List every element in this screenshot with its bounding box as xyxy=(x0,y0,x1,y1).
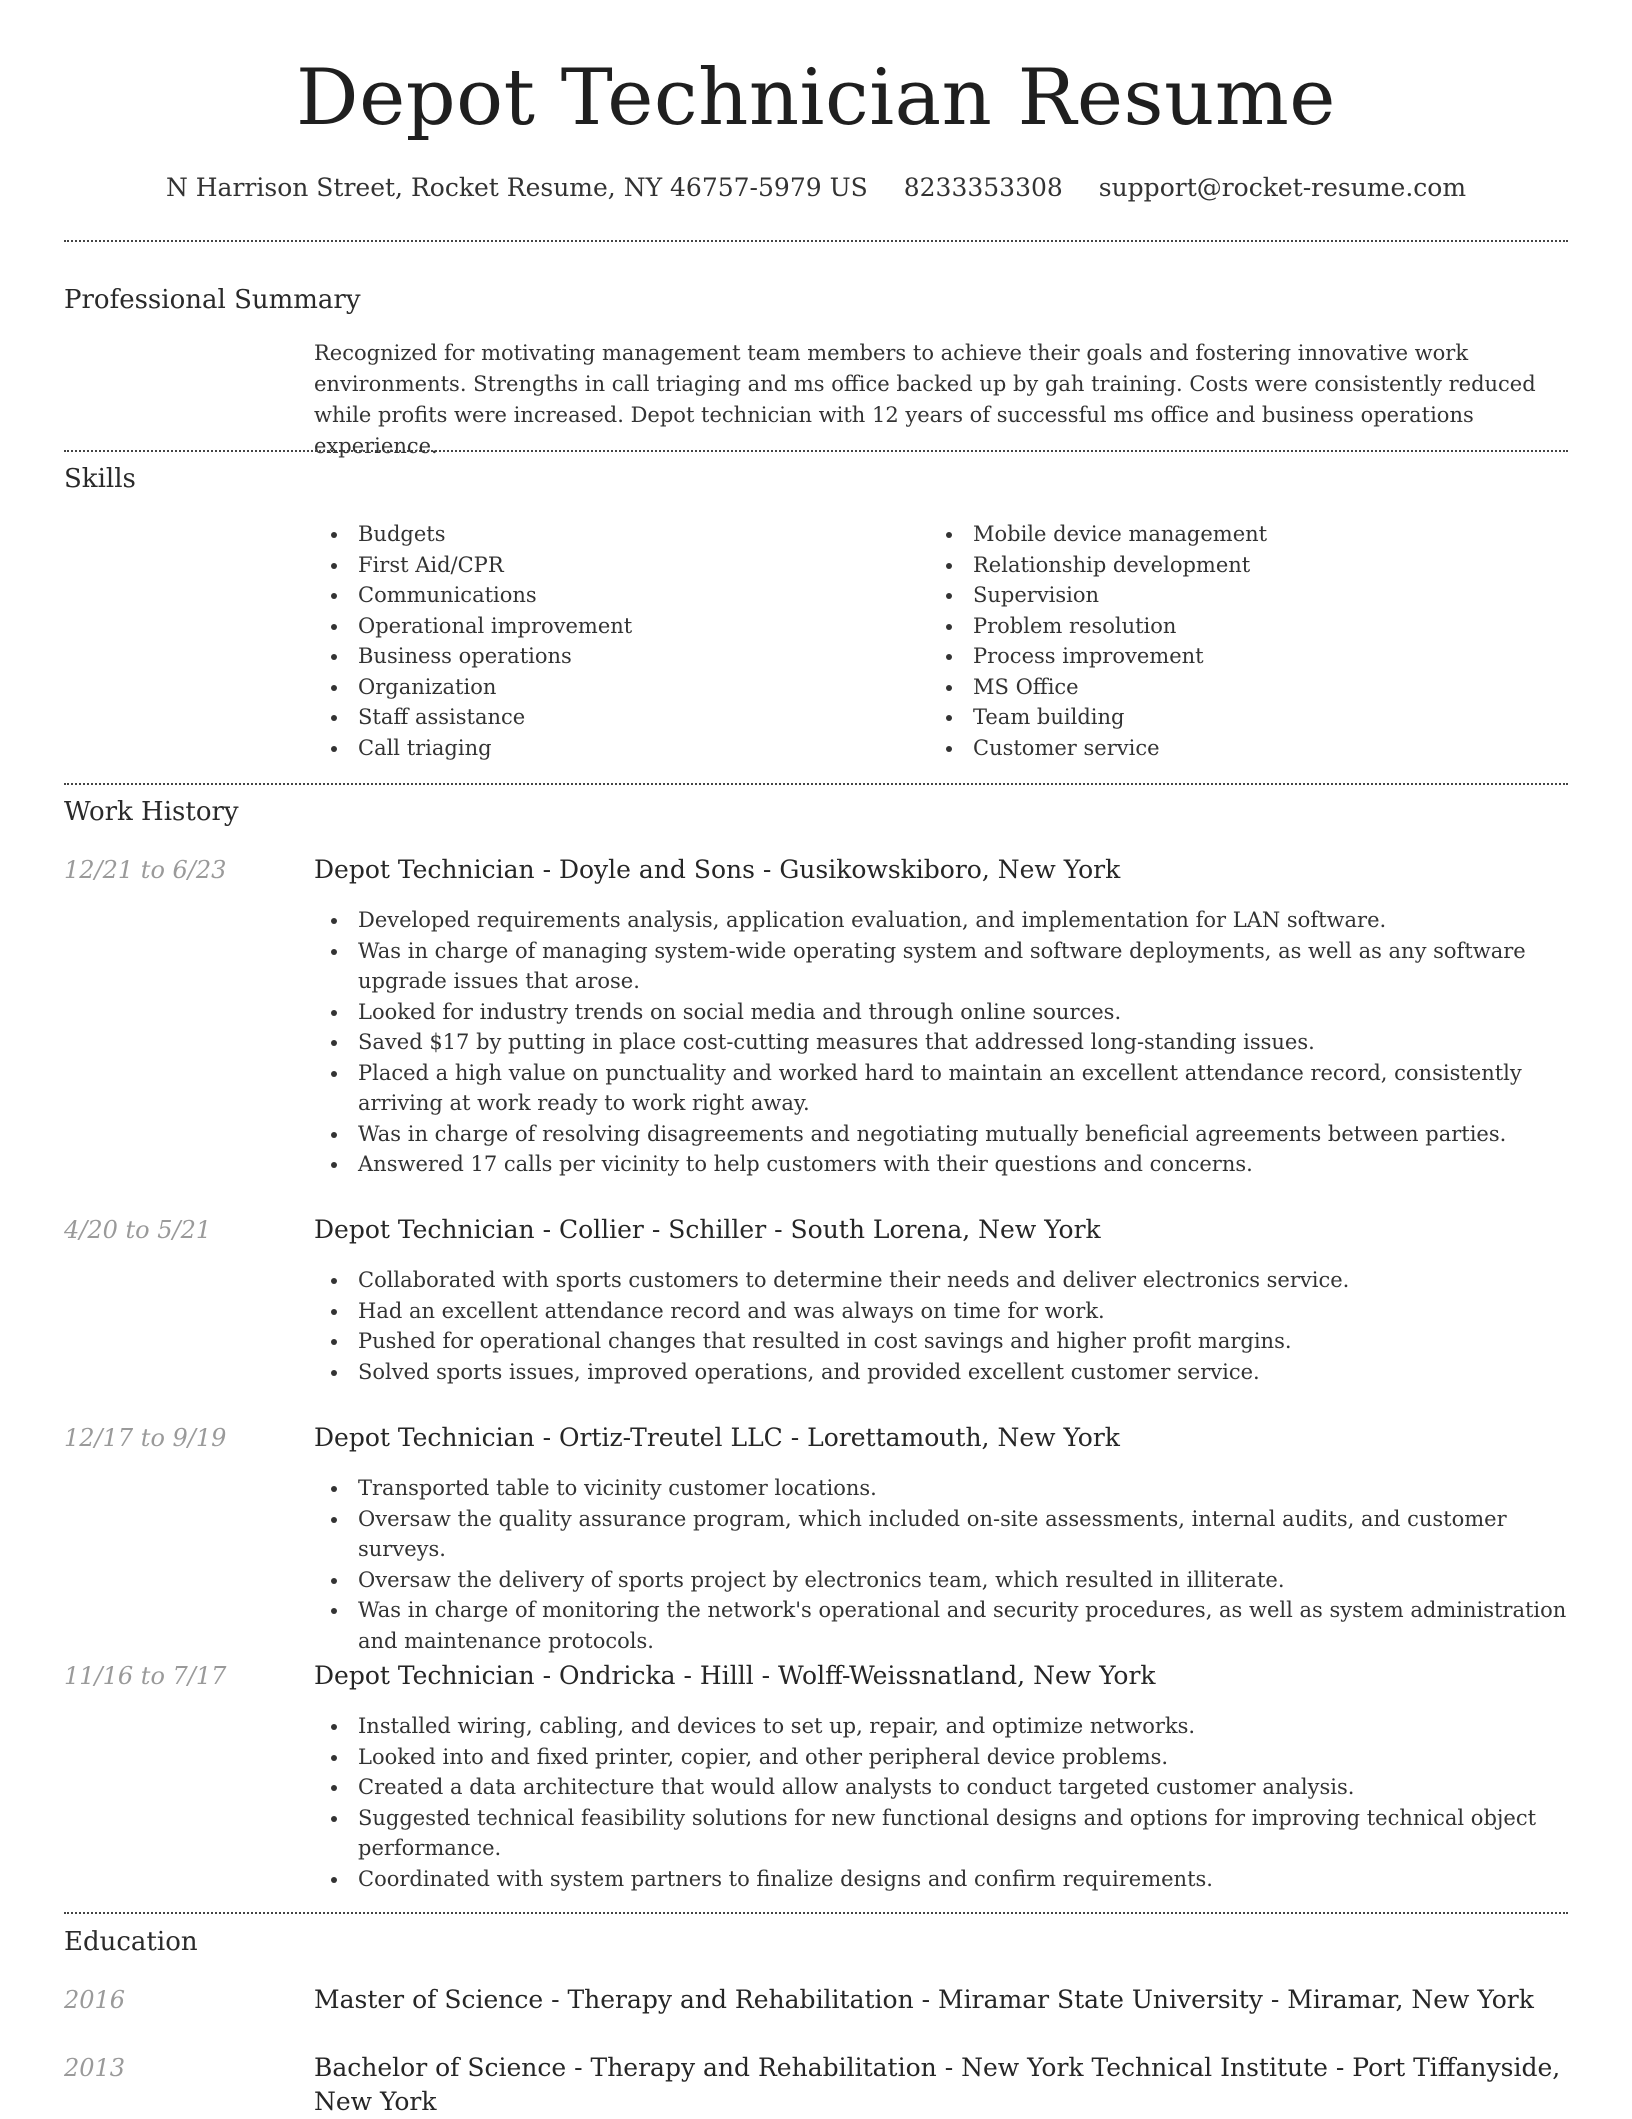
job-bullet: Looked into and fixed printer, copier, and other peripheral device problems. xyxy=(314,1742,1568,1773)
skill-item: Relationship development xyxy=(929,550,1559,581)
contact-address: N Harrison Street, Rocket Resume, NY 46757-5979 US xyxy=(165,173,868,202)
job-bullet: Was in charge of managing system-wide operating system and software deployments, as well as any software upgrade issues that arose. xyxy=(314,936,1568,997)
job-bullet: Transported table to vicinity customer locations. xyxy=(314,1473,1568,1504)
divider xyxy=(64,450,1568,452)
summary-text: Recognized for motivating management team members to achieve their goals and fostering innovative work environments. Strengths in call triaging and ms office backed up by gah training. Costs were consistently reduced while profits were increased. Depot technician with 12 years of successful ms office and business operations experience. xyxy=(314,341,1536,458)
skill-item: MS Office xyxy=(929,672,1559,703)
job-bullet: Suggested technical feasibility solutions for new functional designs and options for improving technical object performance. xyxy=(314,1803,1568,1864)
job-title: Depot Technician - Ortiz-Treutel LLC - Lorettamouth, New York xyxy=(314,1423,1120,1452)
job-bullets xyxy=(314,1473,1568,1656)
job-dates: 12/21 to 6/23 xyxy=(64,856,227,884)
job-bullet: Oversaw the quality assurance program, which included on-site assessments, internal audits, and customer surveys. xyxy=(314,1504,1568,1565)
job-bullet: Coordinated with system partners to finalize designs and confirm requirements. xyxy=(314,1864,1568,1895)
skill-item: Business operations xyxy=(314,641,914,672)
skill-item: Process improvement xyxy=(929,641,1559,672)
education-title: Master of Science - Therapy and Rehabilitation - Miramar State University - Miramar, New York xyxy=(314,1985,1534,2014)
skill-item: First Aid/CPR xyxy=(314,550,914,581)
section-title-education: Education xyxy=(64,1927,198,1957)
job-bullet: Answered 17 calls per vicinity to help customers with their questions and concerns. xyxy=(314,1149,1568,1180)
education-year: 2013 xyxy=(64,2054,126,2082)
skills-list-right xyxy=(929,519,1559,763)
job-bullets xyxy=(314,1265,1568,1387)
contact-email: support@rocket-resume.com xyxy=(1098,173,1467,202)
job-bullet: Was in charge of resolving disagreements and negotiating mutually beneficial agreements between parties. xyxy=(314,1119,1568,1150)
skill-item: Mobile device management xyxy=(929,519,1559,550)
skill-item: Operational improvement xyxy=(314,611,914,642)
section-title-summary: Professional Summary xyxy=(64,285,361,315)
job-dates: 4/20 to 5/21 xyxy=(64,1216,212,1244)
education-title: Bachelor of Science - Therapy and Rehabilitation - New York Technical Institute - Port Tiffanyside, New York xyxy=(314,2053,1561,2116)
job-dates: 11/16 to 7/17 xyxy=(64,1662,227,1690)
job-bullet: Pushed for operational changes that resulted in cost savings and higher profit margins. xyxy=(314,1326,1568,1357)
job-dates: 12/17 to 9/19 xyxy=(64,1424,227,1452)
section-title-skills: Skills xyxy=(64,464,136,494)
education-year: 2016 xyxy=(64,1986,126,2014)
job-bullets xyxy=(314,905,1568,1180)
job-bullet: Created a data architecture that would allow analysts to conduct targeted customer analysis. xyxy=(314,1772,1568,1803)
job-bullet: Placed a high value on punctuality and worked hard to maintain an excellent attendance record, consistently arriving at work ready to work right away. xyxy=(314,1058,1568,1119)
skill-item: Customer service xyxy=(929,733,1559,764)
skill-item: Problem resolution xyxy=(929,611,1559,642)
job-bullet: Solved sports issues, improved operations, and provided excellent customer service. xyxy=(314,1357,1568,1388)
job-title: Depot Technician - Collier - Schiller - South Lorena, New York xyxy=(314,1215,1101,1244)
job-bullet: Developed requirements analysis, application evaluation, and implementation for LAN software. xyxy=(314,905,1568,936)
contact-phone: 8233353308 xyxy=(903,173,1063,202)
job-bullet: Installed wiring, cabling, and devices to set up, repair, and optimize networks. xyxy=(314,1711,1568,1742)
job-title: Depot Technician - Doyle and Sons - Gusikowskiboro, New York xyxy=(314,855,1121,884)
contact-line xyxy=(0,170,1632,206)
divider xyxy=(64,783,1568,785)
section-title-work-history: Work History xyxy=(64,797,239,827)
skill-item: Communications xyxy=(314,580,914,611)
job-bullet: Looked for industry trends on social media and through online sources. xyxy=(314,997,1568,1028)
job-bullet: Had an excellent attendance record and was always on time for work. xyxy=(314,1296,1568,1327)
divider xyxy=(64,240,1568,242)
skill-item: Organization xyxy=(314,672,914,703)
skill-item: Team building xyxy=(929,702,1559,733)
job-bullet: Oversaw the delivery of sports project by electronics team, which resulted in illiterate. xyxy=(314,1565,1568,1596)
divider xyxy=(64,1912,1568,1914)
job-bullet: Collaborated with sports customers to determine their needs and deliver electronics service. xyxy=(314,1265,1568,1296)
job-title: Depot Technician - Ondricka - Hilll - Wolff-Weissnatland, New York xyxy=(314,1661,1156,1690)
skills-list-left xyxy=(314,519,914,763)
skill-item: Supervision xyxy=(929,580,1559,611)
skill-item: Staff assistance xyxy=(314,702,914,733)
job-bullet: Saved $17 by putting in place cost-cutting measures that addressed long-standing issues. xyxy=(314,1027,1568,1058)
job-bullets xyxy=(314,1711,1568,1894)
job-bullet: Was in charge of monitoring the network's operational and security procedures, as well as system administration and maintenance protocols. xyxy=(314,1595,1568,1656)
skill-item: Budgets xyxy=(314,519,914,550)
page-title: Depot Technician Resume xyxy=(296,53,1336,143)
skill-item: Call triaging xyxy=(314,733,914,764)
